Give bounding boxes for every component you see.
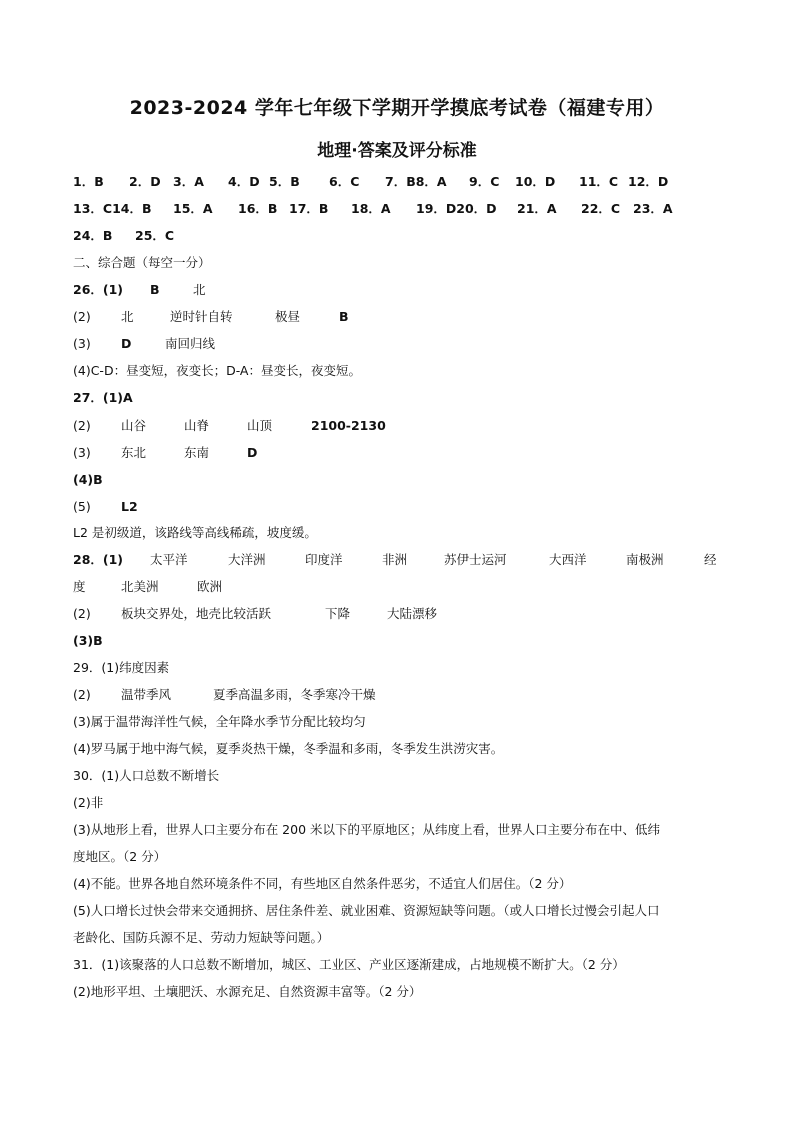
q29-line-4: (4)罗马属于地中海气候，夏季炎热干燥，冬季温和多雨，冬季发生洪涝灾害。	[73, 741, 504, 756]
mc-answers-row-3	[73, 226, 723, 246]
mc-answer: 23．A	[633, 201, 673, 216]
q26-line-4: (4)C-D：昼变短，夜变长；D-A：昼变长，夜变短。	[73, 363, 361, 378]
page-subtitle: 地理·答案及评分标准	[317, 141, 477, 161]
mc-answer: 21．A	[517, 201, 557, 216]
mc-answer: 9．C	[469, 174, 500, 189]
q29-line-3: (3)属于温带海洋性气候，全年降水季节分配比较均匀	[73, 714, 366, 729]
q28-line-4: (3)B	[73, 633, 103, 648]
mc-answer: 7．B8．A	[385, 174, 447, 189]
q31-line-2: (2)地形平坦、土壤肥沃、水源充足、自然资源丰富等。（2 分）	[73, 984, 422, 999]
mc-answer: 6．C	[329, 174, 360, 189]
page-title: 2023-2024 学年七年级下学期开学摸底考试卷（福建专用）	[129, 97, 665, 119]
mc-answers-row-1	[73, 172, 723, 192]
q31-line-1: 31．(1)该聚落的人口总数不断增加，城区、工业区、产业区逐渐建成，占地规模不断扩大。（2 分）	[73, 957, 625, 972]
mc-answer: 12．D	[628, 174, 669, 189]
q27-line-3: (3) 东北 东南 D	[73, 445, 258, 460]
mc-answer: 3．A	[173, 174, 204, 189]
q27-line-5: (5) L2	[73, 499, 138, 514]
q26-line-2: (2) 北 逆时针自转 极昼 B	[73, 309, 349, 324]
q27-line-1: 27．(1)A	[73, 390, 133, 405]
mc-answer: 16．B	[238, 201, 278, 216]
mc-answer: 11．C	[579, 174, 619, 189]
mc-answer: 13．C14．B	[73, 201, 152, 216]
mc-answer: 22．C	[581, 201, 621, 216]
q30-line-5b: 老龄化、国防兵源不足、劳动力短缺等问题。）	[73, 930, 330, 945]
q30-line-1: 30．(1)人口总数不断增长	[73, 768, 220, 783]
mc-answer: 19．D20．D	[416, 201, 497, 216]
section-heading: 二、综合题（每空一分）	[73, 255, 211, 270]
q30-line-4: (4)不能。世界各地自然环境条件不同，有些地区自然条件恶劣，不适宜人们居住。（2 分）	[73, 876, 572, 891]
q30-line-2: (2)非	[73, 795, 104, 810]
mc-answer: 5．B	[269, 174, 300, 189]
mc-answer: 10．D	[515, 174, 556, 189]
mc-answer: 15．A	[173, 201, 213, 216]
q27-line-6: L2 是初级道，该路线等高线稀疏，坡度缓。	[73, 525, 317, 540]
mc-answer: 17．B	[289, 201, 329, 216]
mc-answer: 2．D	[129, 174, 161, 189]
q29-line-1: 29．(1)纬度因素	[73, 660, 170, 675]
q28-line-1: 28．(1) 太平洋 大洋洲 印度洋 非洲 苏伊士运河 大西洋 南极洲 经	[73, 552, 717, 567]
q28-line-2: 度 北美洲 欧洲	[73, 579, 223, 594]
q30-line-5a: (5)人口增长过快会带来交通拥挤、居住条件差、就业困难、资源短缺等问题。（或人口增长过慢会引起人口	[73, 903, 660, 918]
mc-answer: 25．C	[135, 228, 175, 243]
q26-line-1: 26．(1) B 北	[73, 282, 206, 297]
q30-line-3b: 度地区。（2 分）	[73, 849, 167, 864]
mc-answers-row-2	[73, 199, 723, 219]
q30-line-3a: (3)从地形上看，世界人口主要分布在 200 米以下的平原地区；从纬度上看，世界人口主要分布在中、低纬	[73, 822, 661, 837]
q28-line-3: (2) 板块交界处，地壳比较活跃 下降 大陆漂移	[73, 606, 438, 621]
q26-line-3: (3) D 南回归线	[73, 336, 216, 351]
q27-line-2: (2) 山谷 山脊 山顶 2100-2130	[73, 418, 386, 433]
q27-line-4: (4)B	[73, 472, 103, 487]
q29-line-2: (2) 温带季风 夏季高温多雨，冬季寒冷干燥	[73, 687, 376, 702]
mc-answer: 18．A	[351, 201, 391, 216]
mc-answer: 24．B	[73, 228, 113, 243]
mc-answer: 1．B	[73, 174, 104, 189]
mc-answer: 4．D	[228, 174, 260, 189]
